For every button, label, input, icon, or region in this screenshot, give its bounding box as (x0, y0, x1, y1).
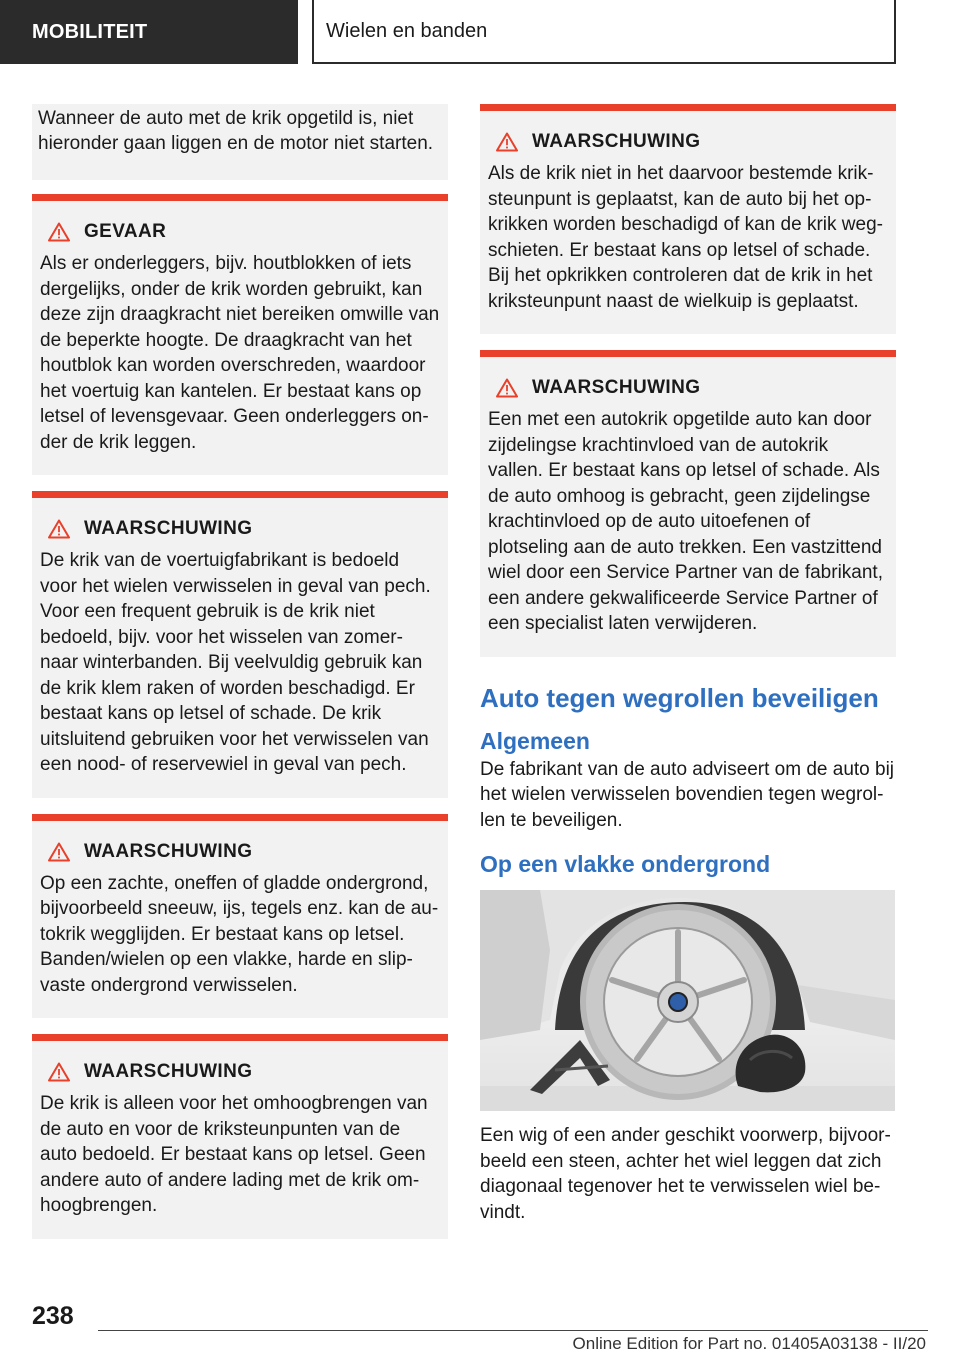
section-tab: MOBILITEIT (0, 0, 298, 64)
warning-text: De krik van de voertuigfabrikant is bedoeld voor het wielen verwisselen in geval van pech. Voor een frequent gebruik is de krik niet bedoeld, bijv. voor het wisselen van zomer- naar winterbanden. Bij veelvuldig gebruik kan de krik klem raken of worden beschadigd. Er bestaat kans op letsel of schade. De krik uitsluitend gebruiken voor het verwisselen van een nood- of reservewiel in geval van pech. (40, 550, 431, 775)
warning-box (32, 491, 448, 798)
chapter-title: Wielen en banden (312, 0, 896, 64)
warning-box (32, 814, 448, 1019)
car-wheel-illustration (480, 890, 895, 1111)
warning-title: WAARSCHUWING (84, 840, 253, 862)
warning-triangle-icon (48, 842, 70, 862)
warning-title: GEVAAR (84, 221, 167, 243)
paragraph-general: De fabrikant van de auto adviseert om de auto bij het wielen verwisselen bovendien tegen wegrollen te beveiligen. (480, 758, 895, 831)
warning-triangle-icon (48, 519, 70, 539)
warning-box (480, 350, 896, 657)
warning-box (480, 104, 896, 334)
warning-title: WAARSCHUWING (532, 377, 701, 399)
section-heading: Auto tegen wegrollen beveiligen (480, 682, 879, 713)
right-column (480, 104, 896, 1243)
subheading-general: Algemeen (480, 727, 590, 754)
warning-triangle-icon (496, 378, 518, 398)
warning-text: Een met een autokrik opgetilde auto kan door zijdelingse krachtinvloed van de autokrik vallen. Er bestaat kans op letsel of schade. Als de auto omhoog is gebracht, geen zijdelingse krachtinvloed op de auto uitoefenen of plotseling aan de auto trekken. Een vastzittend wiel door een Service Partner van de fabrikant, een andere gekwalificeerde Service Partner of een specialist laten verwijderen. (488, 409, 883, 634)
warning-text: Op een zachte, oneffen of gladde ondergrond, bijvoorbeeld sneeuw, ijs, tegels enz. kan de autokrik wegglijden. Er bestaat kans op letsel. Banden/wielen op een vlakke, harde en slipvaste ondergrond verwisselen. (40, 872, 439, 996)
edition-text: Online Edition for Part no. 01405A03138 - II/20 (572, 1334, 926, 1353)
warning-text: Als de krik niet in het daarvoor bestemde kriksteunpunt is geplaatst, kan de auto bij het opkrikken worden beschadigd of kan de krik wegschieten. Er bestaat kans op letsel of schade. Bij het opkrikken controleren dat de krik in het kriksteunpunt naast de wielkuip is geplaatst. (488, 163, 883, 312)
warning-triangle-icon (48, 1062, 70, 1082)
warning-triangle-icon (48, 222, 70, 242)
wheel-chock-illustration (480, 890, 895, 1111)
warning-title: WAARSCHUWING (84, 518, 253, 540)
warning-box (32, 1034, 448, 1239)
intro-text: Wanneer de auto met de krik opgetild is, niet hieronder gaan liggen en de motor niet starten. (38, 108, 434, 154)
warning-text: De krik is alleen voor het omhoogbrengen van de auto en voor de kriksteunpunten van de auto bedoeld. Er bestaat kans op letsel. Geen andere auto of andere lading met de krik omhoogbrengen. (40, 1093, 428, 1216)
warning-text: Als er onderleggers, bijv. houtblokken of iets dergelijks, onder de krik worden gebruikt, kan deze zijn draagkracht niet bereiken omwille van de beperkte hoogte. De draagkracht van het houtblok kan worden overschreden, waardoor het voertuig kan kantelen. Er bestaat kans op letsel of levensgevaar. Geen onderleggers onder de krik leggen. (40, 253, 440, 453)
intro-note (32, 104, 448, 180)
subheading-flat-surface: Op een vlakke ondergrond (480, 851, 771, 877)
footer-divider (98, 1330, 928, 1331)
page-header (0, 0, 960, 66)
page-number: 238 (32, 1302, 74, 1330)
page-footer (0, 1296, 960, 1362)
warning-title: WAARSCHUWING (532, 131, 701, 153)
warning-box-danger (32, 194, 448, 475)
left-column (32, 104, 448, 1239)
warning-title: WAARSCHUWING (84, 1061, 253, 1083)
warning-triangle-icon (496, 132, 518, 152)
figure-caption: Een wig of een ander geschikt voorwerp, bijvoorbeeld een steen, achter het wiel leggen dat zich diagonaal tegenover het te verwisselen wiel bevindt. (480, 1125, 891, 1223)
